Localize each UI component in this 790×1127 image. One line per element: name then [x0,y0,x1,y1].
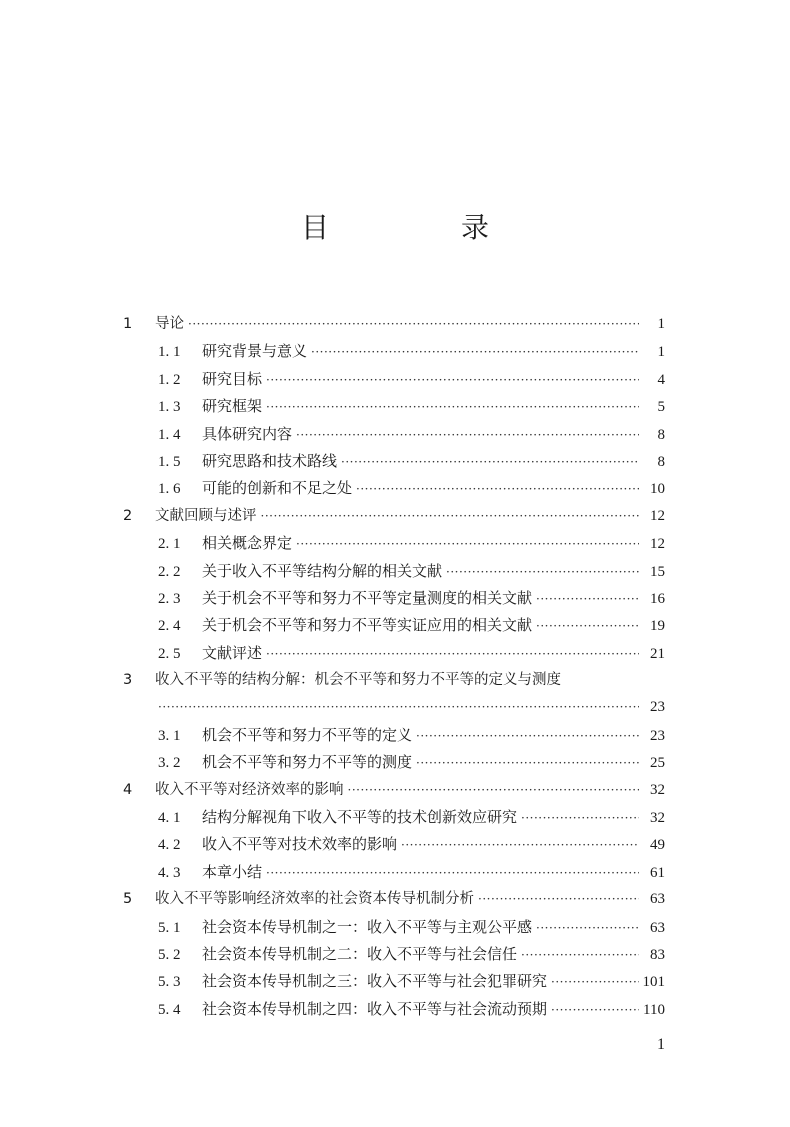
toc-entry-title: 具体研究内容 [202,424,293,443]
dot-leader [266,394,639,421]
toc-entry-title: 研究背景与意义 [202,342,308,361]
toc-entry-page: 15 [650,563,665,580]
dot-leader [446,559,639,586]
toc-entry-title: 关于收入不平等结构分解的相关文献 [202,561,443,580]
toc-chapter-entry [120,886,665,913]
toc-entry-page: 16 [650,590,665,607]
dot-leader [311,339,639,366]
toc-entry-title: 研究目标 [202,369,263,388]
toc-entry-title: 导论 [155,316,184,332]
toc-entry-page: 1 [657,344,665,361]
dot-leader [158,694,639,721]
toc-entry-number: 2. 1 [158,536,181,553]
dot-leader [416,723,639,750]
toc-entry-number: 3 [123,672,133,689]
dot-leader [266,860,639,887]
toc-entry-page: 23 [650,727,665,744]
table-of-contents [120,311,665,1023]
toc-entry-page: 32 [650,781,665,798]
toc-entry-number: 5 [123,891,133,908]
dot-leader [536,613,639,640]
toc-section-entry [120,421,665,448]
toc-entry-number: 4. 2 [158,837,181,854]
toc-entry-page: 12 [650,507,665,524]
toc-entry-number: 5. 1 [158,919,181,936]
toc-entry-title: 关于机会不平等和努力不平等实证应用的相关文献 [202,616,533,635]
toc-section-entry [120,585,665,612]
toc-entry-title: 社会资本传导机制之二：收入不平等与社会信任 [202,944,518,963]
toc-entry-page: 110 [643,1001,665,1018]
toc-entry-number: 2 [123,507,133,524]
toc-entry-number: 5. 3 [158,974,181,991]
toc-entry-page: 61 [650,864,665,881]
toc-section-entry [120,804,665,831]
toc-entry-title: 关于机会不平等和努力不平等定量测度的相关文献 [202,588,533,607]
toc-entry-page: 1 [657,316,665,332]
toc-entry-page: 32 [650,810,665,827]
toc-entry-number: 1. 3 [158,399,181,416]
dot-leader [551,969,638,996]
dot-leader [348,777,640,804]
dot-leader [521,805,639,832]
toc-entry-number: 4 [123,781,133,798]
dot-leader [188,311,639,338]
toc-entry-title: 收入不平等影响经济效率的社会资本传导机制分析 [155,891,474,908]
dot-leader [296,422,639,449]
toc-entry-page: 4 [657,371,665,388]
toc-entry-title: 可能的创新和不足之处 [202,479,353,498]
toc-chapter-entry [120,777,665,804]
toc-section-entry [120,968,665,995]
toc-entry-number: 1. 6 [158,481,181,498]
toc-entry-number: 4. 3 [158,864,181,881]
toc-entry-title: 收入不平等对技术效率的影响 [202,835,398,854]
toc-entry-number: 2. 5 [158,645,181,662]
toc-entry-title: 社会资本传导机制之四：收入不平等与社会流动预期 [202,999,548,1018]
toc-entry-page: 23 [650,699,665,716]
toc-section-entry [120,338,665,365]
toc-entry-page: 83 [650,946,665,963]
toc-section-entry [120,558,665,585]
toc-entry-continuation [120,694,665,721]
toc-entry-title: 相关概念界定 [202,534,293,553]
dot-leader [296,531,639,558]
toc-entry-title: 文献回顾与述评 [155,507,257,524]
toc-entry-page: 8 [657,453,665,470]
toc-entry-number: 2. 4 [158,618,181,635]
toc-entry-title: 研究思路和技术路线 [202,451,338,470]
toc-entry-page: 12 [650,536,665,553]
toc-entry-page: 63 [650,891,665,908]
toc-entry-title: 结构分解视角下收入不平等的技术创新效应研究 [202,808,518,827]
toc-section-entry [120,859,665,886]
page-number: 1 [657,1036,665,1053]
toc-entry-page: 5 [657,399,665,416]
toc-chapter-entry [120,503,665,530]
toc-entry-number: 5. 2 [158,946,181,963]
toc-entry-title: 文献评述 [202,643,263,662]
dot-leader [478,886,639,913]
toc-entry-title: 研究框架 [202,397,263,416]
toc-section-entry [120,941,665,968]
toc-entry-number: 2. 3 [158,590,181,607]
toc-entry-number: 3. 1 [158,727,181,744]
toc-entry-page: 19 [650,618,665,635]
dot-leader [356,476,639,503]
dot-leader [401,832,639,859]
toc-entry-title: 机会不平等和努力不平等的测度 [202,753,413,772]
dot-leader [536,586,639,613]
toc-section-entry [120,831,665,858]
toc-entry-page: 101 [642,974,665,991]
toc-entry-number: 3. 2 [158,755,181,772]
toc-section-entry [120,749,665,776]
toc-entry-number: 1. 1 [158,344,181,361]
dot-leader [266,367,639,394]
dot-leader [261,503,640,530]
toc-entry-number: 1. 5 [158,453,181,470]
toc-entry-title: 机会不平等和努力不平等的定义 [202,725,413,744]
dot-leader [416,750,639,777]
toc-section-entry [120,366,665,393]
toc-entry-title: 收入不平等对经济效率的影响 [155,781,344,798]
toc-section-entry [120,530,665,557]
toc-section-entry [120,448,665,475]
toc-section-entry [120,996,665,1023]
toc-entry-number: 1 [123,316,133,332]
toc-chapter-entry [120,311,665,338]
page-title: 目 录 [300,211,541,244]
toc-section-entry [120,640,665,667]
toc-entry-number: 4. 1 [158,810,181,827]
dot-leader [521,942,639,969]
dot-leader [266,641,639,668]
toc-section-entry [120,612,665,639]
toc-entry-title: 收入不平等的结构分解：机会不平等和努力不平等的定义与测度 [155,672,561,689]
toc-entry-title: 本章小结 [202,862,263,881]
toc-entry-number: 1. 4 [158,426,181,443]
dot-leader [536,915,639,942]
toc-entry-title: 社会资本传导机制之三：收入不平等与社会犯罪研究 [202,972,548,991]
toc-chapter-entry [120,667,665,694]
toc-entry-page: 63 [650,919,665,936]
toc-entry-title: 社会资本传导机制之一：收入不平等与主观公平感 [202,917,533,936]
toc-entry-page: 21 [650,645,665,662]
toc-section-entry [120,475,665,502]
dot-leader [551,997,639,1024]
toc-entry-number: 1. 2 [158,371,181,388]
toc-section-entry [120,722,665,749]
toc-section-entry [120,914,665,941]
toc-entry-number: 5. 4 [158,1001,181,1018]
dot-leader [341,449,639,476]
toc-entry-page: 49 [650,837,665,854]
toc-entry-number: 2. 2 [158,563,181,580]
toc-entry-page: 8 [657,426,665,443]
toc-section-entry [120,393,665,420]
toc-entry-page: 10 [650,481,665,498]
toc-entry-page: 25 [650,755,665,772]
